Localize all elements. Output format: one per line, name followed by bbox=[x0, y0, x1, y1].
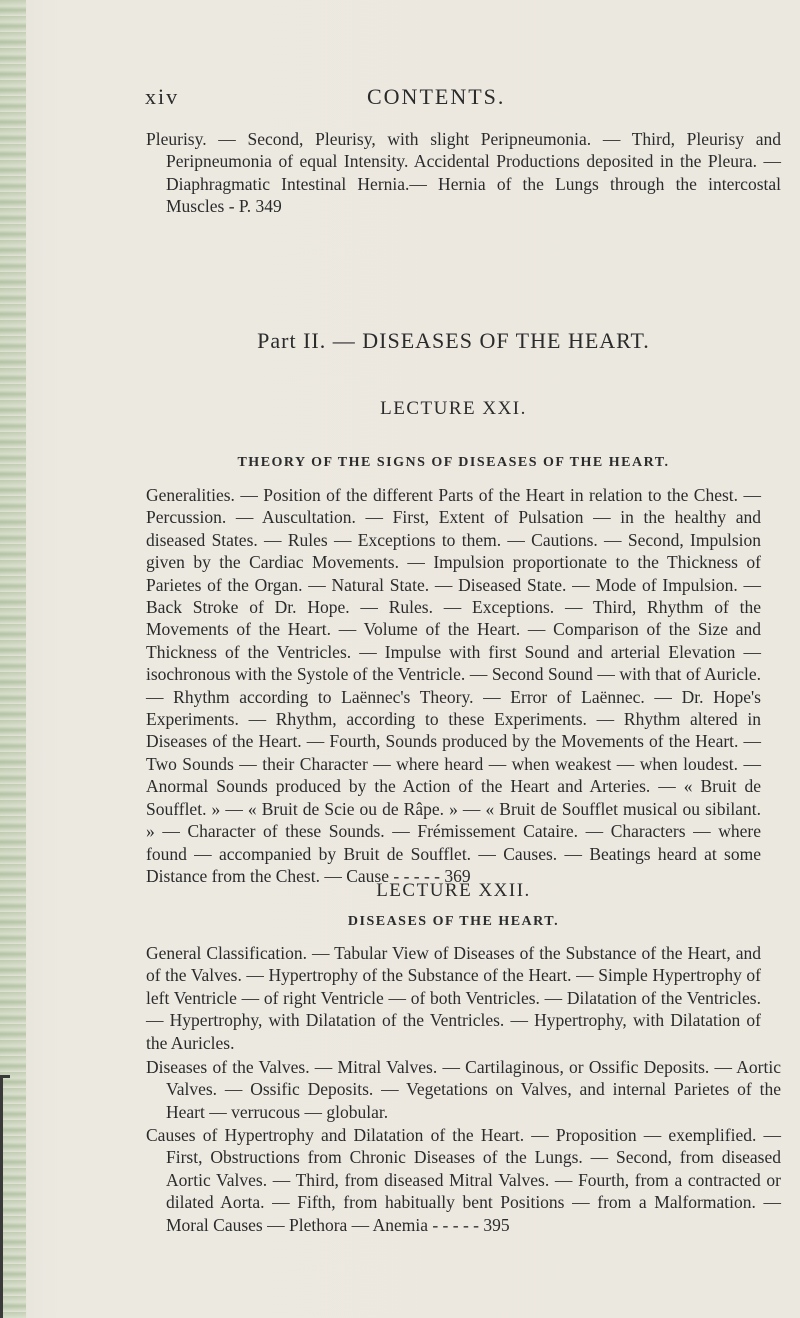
lecture-22-body-2: Diseases of the Valves. — Mitral Valves. — Cartilaginous, or Ossific Deposits. — Aortic Valves. — Ossific Deposits. — Vegetations on Valves, and internal Parietes of the Heart — verrucous — globular. bbox=[146, 1057, 781, 1122]
lecture-21-title: LECTURE XXI. bbox=[380, 398, 527, 419]
lecture-22-title: LECTURE XXII. bbox=[376, 880, 531, 901]
lecture-21-subtitle: THEORY OF THE SIGNS OF DISEASES OF THE HEART. bbox=[237, 455, 670, 470]
page-edge-mark-top bbox=[0, 1075, 10, 1078]
page-edge-mark bbox=[0, 1075, 13, 1318]
lecture-22-body-1: General Classification. — Tabular View of Diseases of the Substance of the Heart, and of the Valves. — Hypertrophy of the Substance of the Heart. — Simple Hypertrophy of left Ventricle — of right Ventricle — of both Ventricles. — Dilatation of the Ventricles. — Hypertrophy, with Dilatation of the Ventricles. — Hypertrophy, with Dilatation of the Auricles. bbox=[146, 943, 761, 1053]
lecture-22-body-3: Causes of Hypertrophy and Dilatation of the Heart. — Proposition — exemplified. — First, Obstructions from Chronic Diseases of the Lungs. — Second, from diseased Aortic Valves. — Third, from diseased Mitral Valves. — Fourth, from a contracted or dilated Aorta. — Fifth, from habitually bent Positions — from a Malformation. — Moral Causes — Plethora — Anemia - - - - - 395 bbox=[146, 1125, 781, 1235]
intro-paragraph: Pleurisy. — Second, Pleurisy, with slight Peripneumonia. — Third, Pleurisy and Peripneumonia of equal Intensity. Accidental Productions deposited in the Pleura. — Diaphragmatic Intestinal Hernia.— Hernia of the Lungs through the intercostal Muscles - P. 349 bbox=[146, 129, 781, 217]
running-title: CONTENTS. bbox=[367, 84, 506, 109]
part-title: Part II. — DISEASES OF THE HEART. bbox=[257, 328, 650, 353]
page-number: xiv bbox=[145, 84, 180, 109]
lecture-22-subtitle: DISEASES OF THE HEART. bbox=[347, 914, 560, 929]
lecture-21-body: Generalities. — Position of the different Parts of the Heart in relation to the Chest. — Percussion. — Auscultation. — First, Extent of Pulsation — in the healthy and diseased States. — Rules — Exceptions to them. — Cautions. — Second, Impulsion given by the Cardiac Movements. — Impulsion proportionate to the Thickness of Parietes of the Organ. — Natural State. — Diseased State. — Mode of Impulsion. — Back Stroke of Dr. Hope. — Rules. — Exceptions. — Third, Rhythm of the Movements of the Heart. — Volume of the Heart. — Comparison of the Size and Thickness of the Ventricles. — Impulse with first Sound and arterial Elevation — isochronous with the Systole of the Ventricle. — Second Sound — with that of Auricle. — Rhythm according to Laënnec's Theory. — Error of Laënnec. — Dr. Hope's Experiments. — Rhythm, according to these Experiments. — Rhythm altered in Diseases of the Heart. — Fourth, Sounds produced by the Movements of the Heart. — Two Sounds — their Character — where heard — when weakest — when loudest. — Anormal Sounds produced by the Action of the Heart and Arteries. — « Bruit de Soufflet. » — « Bruit de Scie ou de Râpe. » — « Bruit de Soufflet musical ou sibilant. » — Character of these Sounds. — Frémissement Cataire. — Characters — where found — accompanied by Bruit de Soufflet. — Causes. — Beatings heard at some Distance from the Chest. — Cause - - - - - 369 bbox=[146, 485, 761, 886]
running-header bbox=[145, 84, 745, 112]
